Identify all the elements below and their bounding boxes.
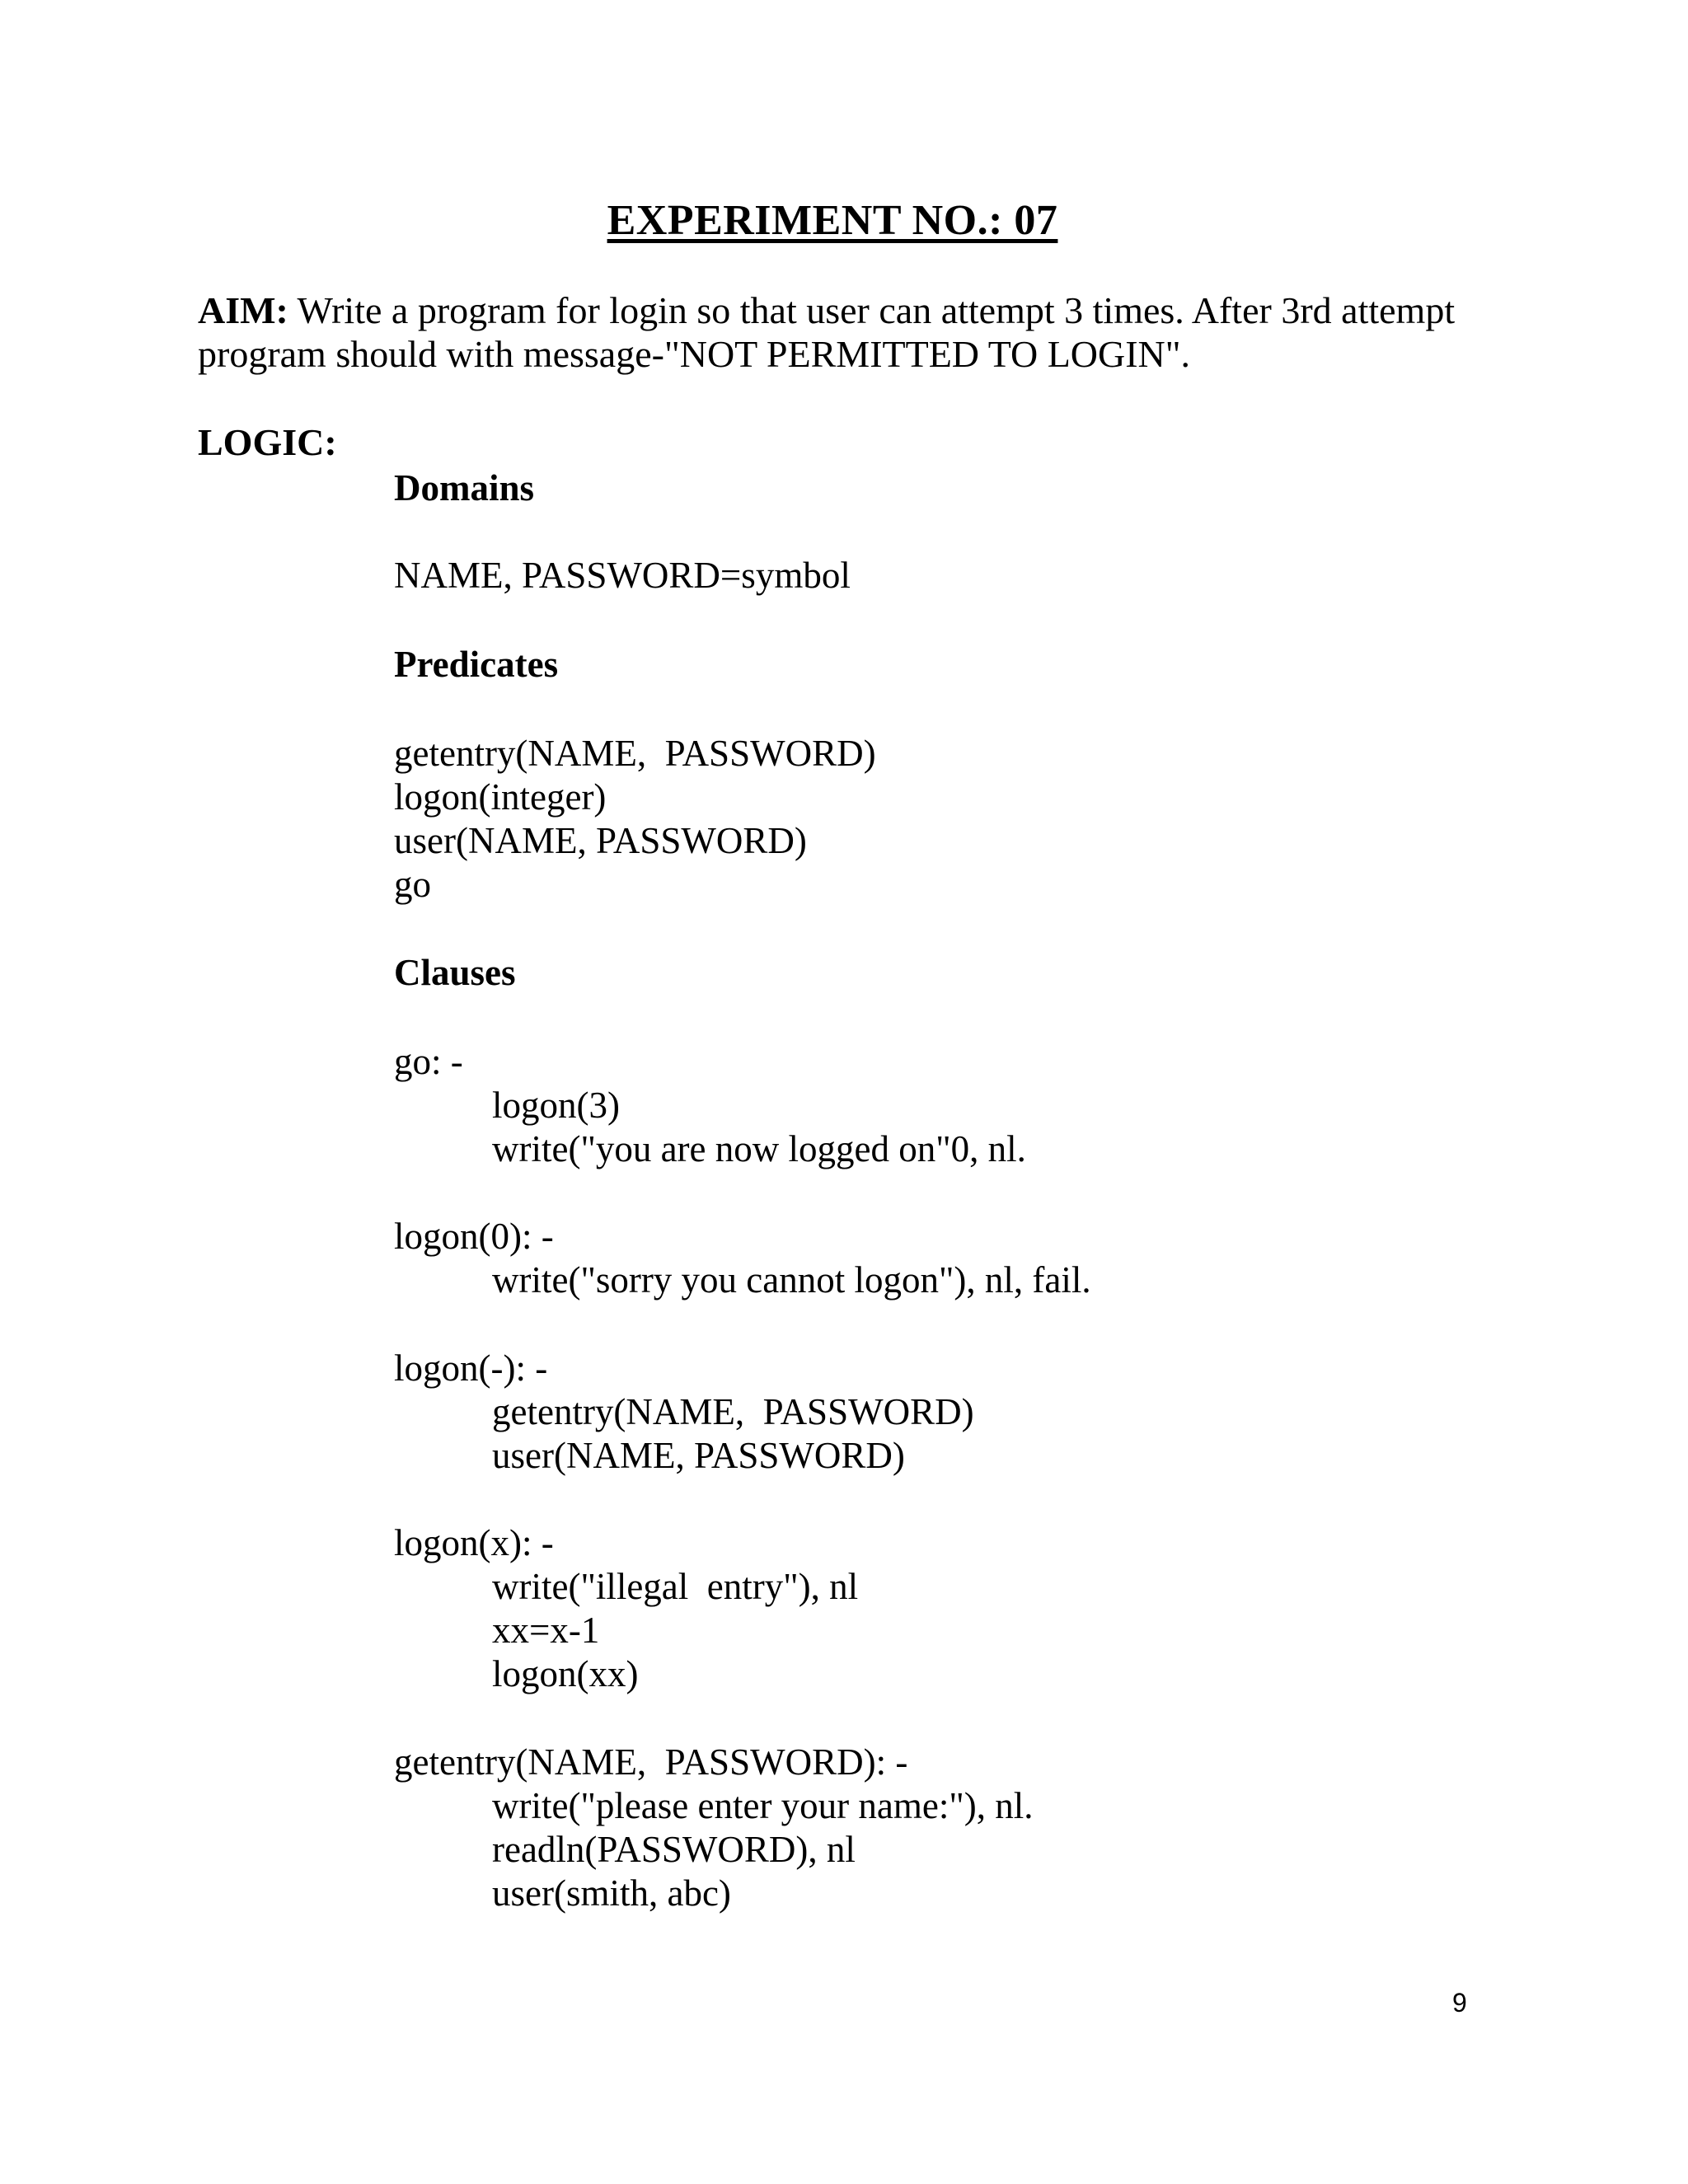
clause-body-line: logon(xx)	[492, 1653, 639, 1694]
clause-head-logon0: logon(0): -	[394, 1216, 554, 1257]
clause-body-line: xx=x-1	[492, 1610, 600, 1651]
clause-body-line: write("please enter your name:"), nl.	[492, 1785, 1034, 1826]
clause-head-getentry: getentry(NAME, PASSWORD): -	[394, 1741, 908, 1783]
clause-body-line: write("illegal entry"), nl	[492, 1566, 859, 1607]
aim-text-line1: Write a program for login so that user can attempt 3 times. After 3rd attempt	[288, 289, 1456, 331]
clause-body-line: getentry(NAME, PASSWORD)	[492, 1391, 974, 1432]
clause-body-line: readln(PASSWORD), nl	[492, 1829, 856, 1870]
predicate-line: logon(integer)	[394, 776, 607, 818]
experiment-title: EXPERIMENT NO.: 07	[607, 197, 1058, 244]
clause-head-logondash: logon(-): -	[394, 1347, 548, 1389]
predicate-line: getentry(NAME, PASSWORD)	[394, 733, 876, 774]
domains-heading: Domains	[394, 467, 535, 509]
clause-body-line: user(smith, abc)	[492, 1872, 731, 1914]
predicate-line: user(NAME, PASSWORD)	[394, 820, 807, 861]
clauses-heading: Clauses	[394, 952, 516, 993]
aim-text-line2: program should with message-"NOT PERMITTED TO LOGIN".	[198, 333, 1191, 375]
clause-body-line: write("you are now logged on"0, nl.	[492, 1128, 1026, 1169]
predicate-line: go	[394, 864, 431, 905]
clause-head-logonx: logon(x): -	[394, 1522, 554, 1563]
page-number: 9	[1452, 1988, 1467, 2018]
predicates-heading: Predicates	[394, 644, 559, 685]
aim-label: AIM:	[198, 289, 288, 331]
aim-paragraph	[198, 288, 1484, 376]
clause-body-line: write("sorry you cannot logon"), nl, fail.	[492, 1259, 1091, 1301]
clause-body-line: user(NAME, PASSWORD)	[492, 1435, 905, 1476]
domains-line: NAME, PASSWORD=symbol	[394, 555, 851, 596]
clause-body-line: logon(3)	[492, 1085, 620, 1126]
clause-head-go: go: -	[394, 1041, 463, 1082]
logic-label: LOGIC:	[198, 421, 337, 463]
